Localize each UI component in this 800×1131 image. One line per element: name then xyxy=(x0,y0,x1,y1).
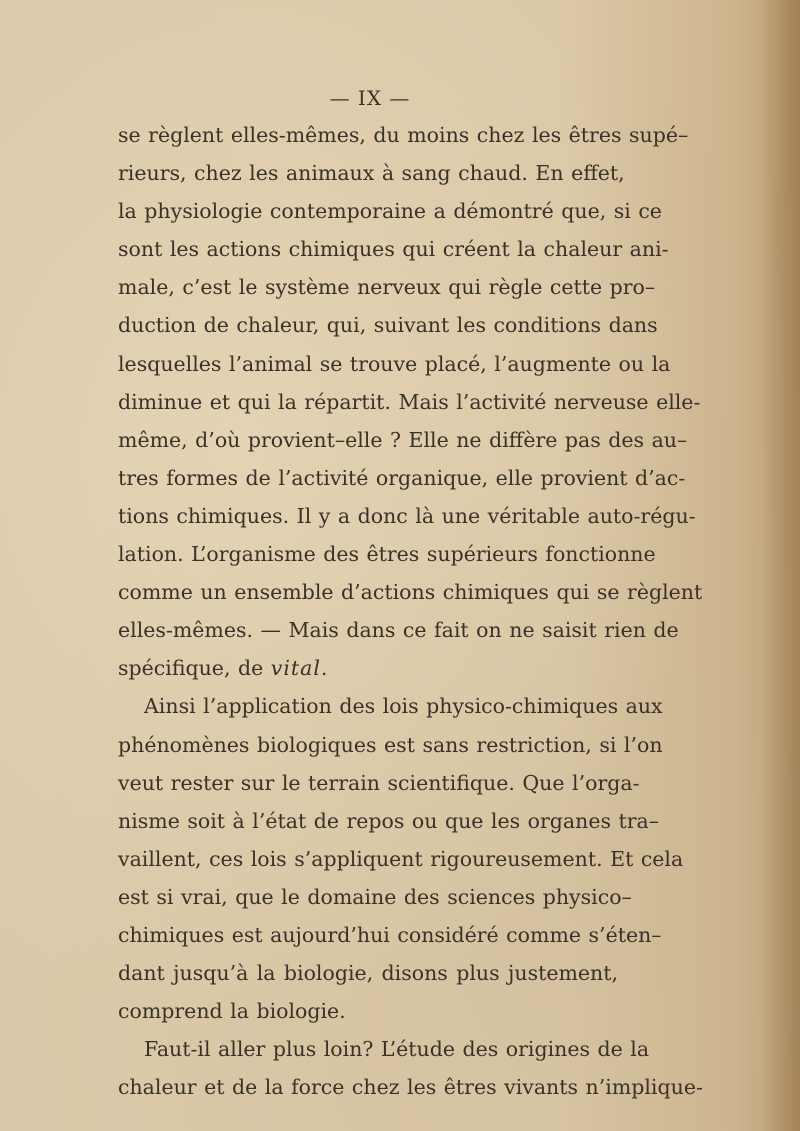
text-line: male, c’est le système nerveux qui règle cette pro– xyxy=(118,275,656,300)
text-line: chimiques est aujourd’hui considéré comme s’éten– xyxy=(118,922,662,947)
text-line-paragraph-start: Faut-il aller plus loin? L’étude des origines de la xyxy=(144,1037,650,1062)
text-line: chaleur et de la force chez les êtres vivants n’implique- xyxy=(118,1075,703,1100)
running-head: — IX — xyxy=(329,86,411,110)
text-line-paragraph-end xyxy=(118,649,618,687)
text-line: la physiologie contemporaine a démontré que, si ce xyxy=(118,199,662,224)
text-line: est si vrai, que le domaine des sciences physico– xyxy=(118,884,632,909)
page-edge-shadow xyxy=(760,0,800,1131)
body-text xyxy=(118,116,703,1106)
text-line-paragraph-start: Ainsi l’application des lois physico-chimiques aux xyxy=(144,694,663,719)
text-line: phénomènes biologiques est sans restriction, si l’on xyxy=(118,732,663,757)
text-line: elles-mêmes. — Mais dans ce fait on ne saisit rien de xyxy=(118,618,679,643)
text-fragment: spécifique, de xyxy=(118,656,271,681)
text-line-paragraph-end: comprend la biologie. xyxy=(118,999,346,1024)
text-line: duction de chaleur, qui, suivant les conditions dans xyxy=(118,313,658,338)
text-line: tres formes de l’activité organique, elle provient d’ac- xyxy=(118,465,686,490)
text-line: dant jusqu’à la biologie, disons plus justement, xyxy=(118,961,618,986)
text-line: nisme soit à l’état de repos ou que les organes tra– xyxy=(118,808,660,833)
text-fragment: . xyxy=(320,656,328,681)
text-line: lation. L’organisme des êtres supérieurs fonctionne xyxy=(118,542,656,567)
italic-word: vital xyxy=(270,656,321,681)
text-line: tions chimiques. Il y a donc là une véritable auto-régu- xyxy=(118,503,696,528)
text-line: même, d’où provient–elle ? Elle ne diffère pas des au– xyxy=(118,427,688,452)
text-line: vaillent, ces lois s’appliquent rigoureusement. Et cela xyxy=(118,846,684,871)
text-line: se règlent elles-mêmes, du moins chez les êtres supé– xyxy=(118,123,689,147)
text-line: comme un ensemble d’actions chimiques qui se règlent xyxy=(118,580,703,605)
text-line: diminue et qui la répartit. Mais l’activité nerveuse elle- xyxy=(118,389,701,414)
text-line: veut rester sur le terrain scientifique. Que l’orga- xyxy=(118,770,640,795)
text-line: rieurs, chez les animaux à sang chaud. En effet, xyxy=(118,161,625,186)
text-line: sont les actions chimiques qui créent la chaleur ani- xyxy=(118,237,669,262)
text-line: lesquelles l’animal se trouve placé, l’augmente ou la xyxy=(118,351,671,376)
